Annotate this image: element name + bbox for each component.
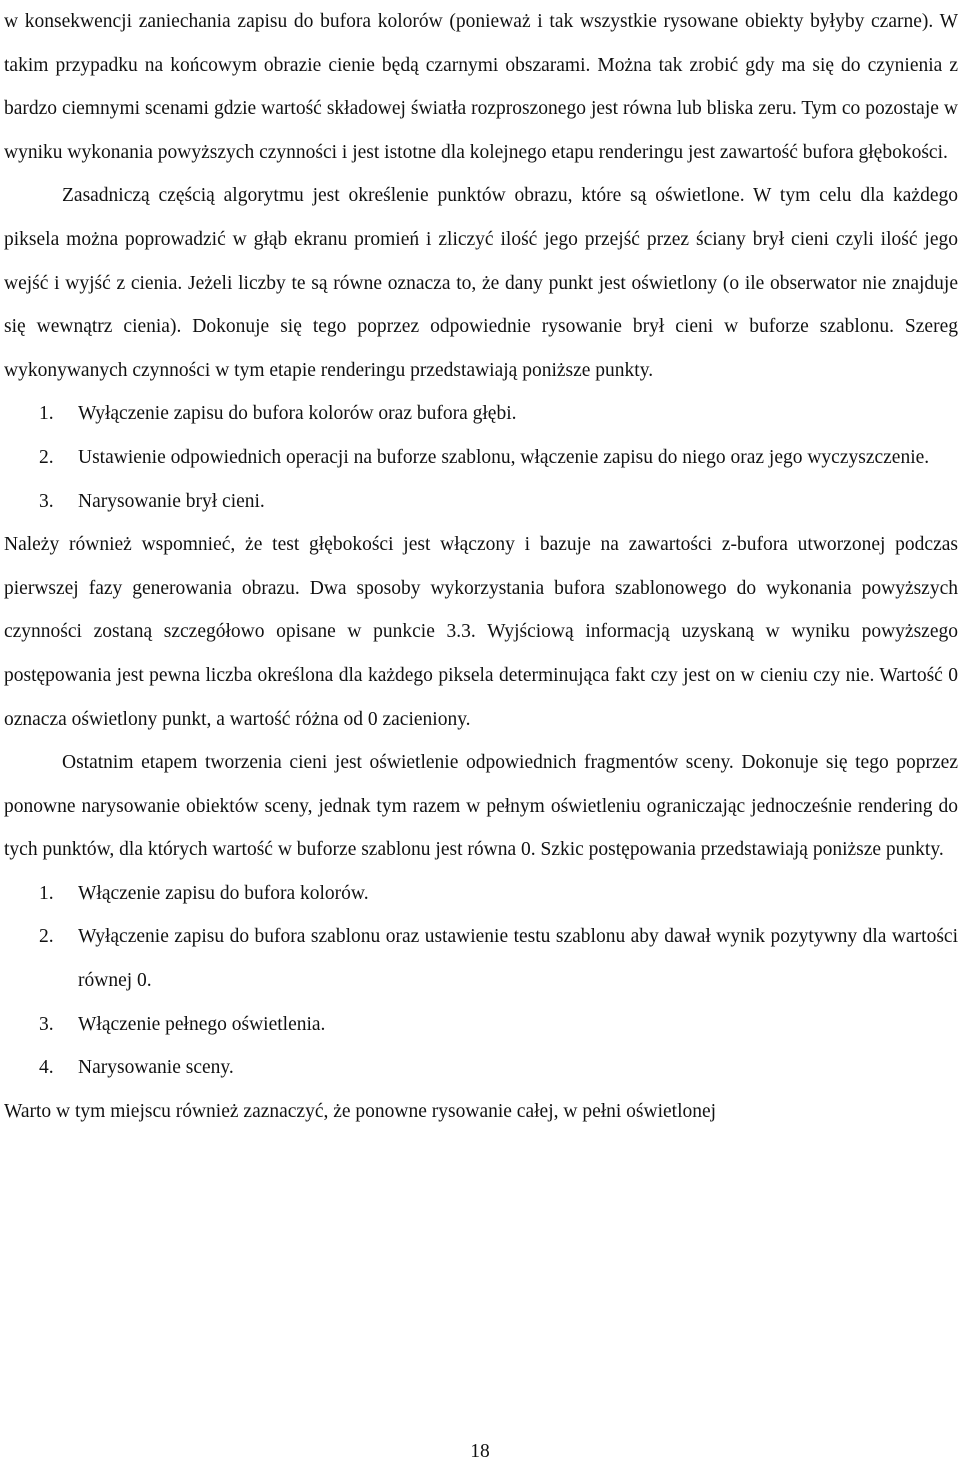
paragraph-closing: Warto w tym miejscu również zaznaczyć, że ponowne rysowanie całej, w pełni oświetlonej — [4, 1100, 717, 1122]
paragraph-algorithm-core: Zasadniczą częścią algorytmu jest określenie punktów obrazu, które są oświetlone. W tym celu dla każdego piksela można poprowadzić w głąb ekranu promień i zliczyć ilość jego przejść przez ściany brył cieni czyli ilość jego wejść i wyjść z cienia. Jeżeli liczby te są równe oznacza to, że dany punkt jest oświetlony (o ile obserwator nie znajduje się wewnątrz cienia). Dokonuje się tego poprzez odpowiednie rysowanie brył cieni w buforze szablonu. Szereg wykonywanych czynności w tym etapie renderingu przedstawiają poniższe punkty. — [4, 185, 958, 381]
list-item — [4, 392, 958, 436]
document-page — [4, 0, 958, 1133]
list-item-number: 2. — [39, 926, 54, 948]
list-item — [4, 436, 958, 480]
list-item-text: Narysowanie brył cieni. — [78, 490, 265, 512]
paragraph-depth-test: Należy również wspomnieć, że test głębokości jest włączony i bazuje na zawartości z-bufora utworzonej podczas pierwszej fazy generowania obrazu. Dwa sposoby wykorzystania bufora szablonowego do wykonania powyższych czynności zostaną szczegółowo opisane w punkcie 3.3. Wyjściową informacją uzyskaną w wyniku powyższego postępowania jest pewna liczba określona dla każdego piksela determinująca fakt czy jest on w cieniu czy nie. Wartość 0 oznacza oświetlony punkt, a wartość różna od 0 zacieniony. — [4, 534, 958, 730]
stencil-steps-list — [4, 392, 958, 523]
page-number: 18 — [470, 1441, 490, 1462]
list-item-text: Włączenie pełnego oświetlenia. — [78, 1013, 326, 1035]
lighting-steps-list — [4, 872, 958, 1090]
list-item-text: Wyłączenie zapisu do bufora kolorów oraz bufora głębi. — [78, 403, 517, 425]
list-item-number: 1. — [39, 882, 54, 904]
list-item-text: Ustawienie odpowiednich operacji na buforze szablonu, włączenie zapisu do niego oraz jego wyczyszczenie. — [78, 446, 930, 468]
list-item — [4, 1003, 958, 1047]
list-item-number: 3. — [39, 1013, 54, 1035]
list-item — [4, 872, 958, 916]
list-item-text: Wyłączenie zapisu do bufora szablonu oraz ustawienie testu szablonu aby dawał wynik pozytywny dla wartości równej 0. — [78, 926, 958, 992]
list-item-number: 3. — [39, 490, 54, 512]
paragraph-final-lighting: Ostatnim etapem tworzenia cieni jest oświetlenie odpowiednich fragmentów sceny. Dokonuje się tego poprzez ponowne narysowanie obiektów sceny, jednak tym razem w pełnym oświetleniu ograniczając jednocześnie rendering do tych punktów, dla których wartość w buforze szablonu jest równa 0. Szkic postępowania przedstawiają poniższe punkty. — [4, 752, 958, 861]
list-item — [4, 915, 958, 1002]
list-item — [4, 1046, 958, 1090]
paragraph-shadow-buffer: w konsekwencji zaniechania zapisu do bufora kolorów (ponieważ i tak wszystkie rysowane obiekty byłyby czarne). W takim przypadku na końcowym obrazie cienie będą czarnymi obszarami. Można tak zrobić gdy ma się do czynienia z bardzo ciemnymi scenami gdzie wartość składowej światła rozproszonego jest równa lub bliska zeru. Tym co pozostaje w wyniku wykonania powyższych czynności i jest istotne dla kolejnego etapu renderingu jest zawartość bufora głębokości. — [4, 11, 958, 163]
list-item-number: 4. — [39, 1057, 54, 1079]
list-item-number: 1. — [39, 403, 54, 425]
list-item — [4, 480, 958, 524]
list-item-number: 2. — [39, 446, 54, 468]
list-item-text: Włączenie zapisu do bufora kolorów. — [78, 882, 369, 904]
list-item-text: Narysowanie sceny. — [78, 1057, 234, 1079]
